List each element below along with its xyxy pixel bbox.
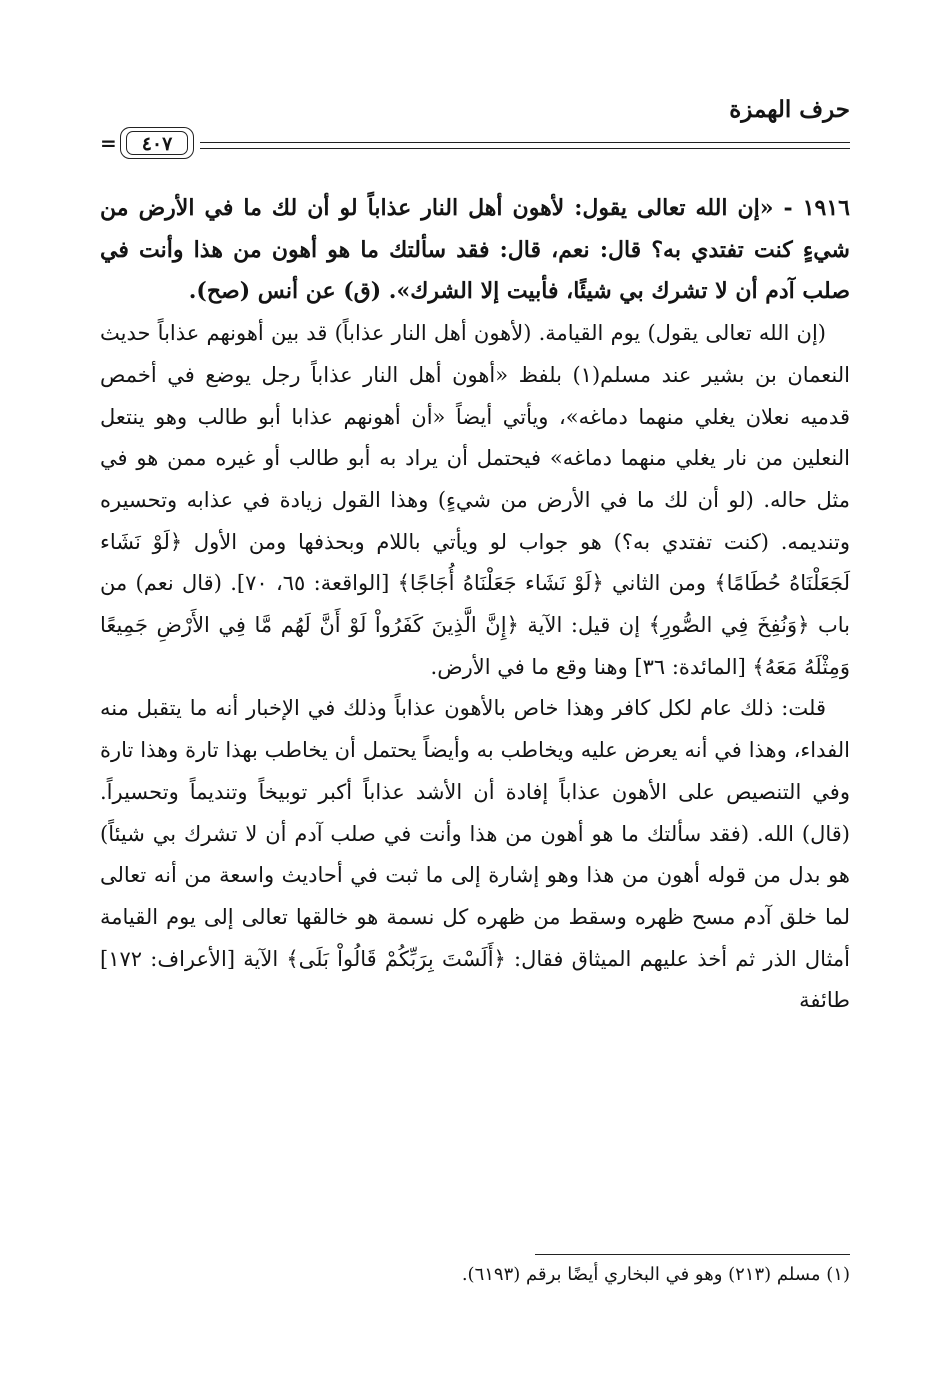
- running-title: حرف الهمزة: [729, 96, 850, 123]
- header-rule-bottom: [200, 148, 850, 149]
- page-number-frame: [120, 127, 194, 159]
- main-text: [100, 188, 850, 1022]
- commentary-paragraph-2: قلت: ذلك عام لكل كافر وهذا خاص بالأهون عذاباً وذلك في الإخبار أنه ما يتقبل منه الفداء، وهذا في أنه يعرض عليه ويخاطب به وأيضاً يحتمل أن يخاطب بهذا تارة وهذا تارة وفي التنصيص على الأهون عذاباً إفادة أن الأشد عذاباً أكبر توبيخاً وتنديماً وتحسيراً. (قال) الله. (فقد سألتك ما هو أهون من هذا وأنت في صلب آدم أن لا تشرك بي شيئاً) هو بدل من قوله أهون من هذا وهو إشارة إلى ما ثبت في أحاديث واسعة من أنه تعالى لما خلق آدم مسح ظهره وسقط من ظهره كل نسمة هو خالقها تعالى إلى يوم القيامة أمثال الذر ثم أخذ عليهم الميثاق فقال: ﴿أَلَسْتَ بِرَبِّكُمْ قَالُواْ بَلَى﴾ الآية [الأعراف: ١٧٢] طائفة: [100, 696, 850, 1013]
- footnote: (١) مسلم (٢١٣) وهو في البخاري أيضًا برقم (٦١٩٣).: [461, 1264, 850, 1285]
- page-mark: =: [100, 131, 117, 155]
- page-number: ٤٠٧: [126, 131, 188, 155]
- commentary-paragraph-1: (إن الله تعالى يقول) يوم القيامة. (لأهون أهل النار عذاباً) قد بين أهونهم عذاباً حديث النعمان بن بشير عند مسلم(١) بلفظ «أهون أهل النار عذاباً رجل يوضع في أخمص قدميه نعلان يغلي منهما دماغه»، ويأتي أيضاً «أن أهونهم عذابا أبو طالب وهو ينتعل النعلين من نار يغلي منهما دماغه» فيحتمل أن يراد به أبو طالب أو غيره ممن هو في مثل حاله. (لو أن لك ما في الأرض من شيءٍ) وهذا القول زيادة في عذابه وتحسيره وتنديمه. (كنت تفتدي به؟) هو جواب لو ويأتي باللام وبحذفها ومن الأول ﴿لَوْ نَشَاء لَجَعَلْنَاهُ حُطَامًا﴾ ومن الثاني ﴿لَوْ نَشَاء جَعَلْنَاهُ أُجَاجًا﴾ [الواقعة: ٦٥، ٧٠]. (قال نعم) من باب ﴿وَنُفِخَ فِي الصُّورِ﴾ إن قيل: الآية ﴿إِنَّ الَّذِينَ كَفَرُواْ لَوْ أَنَّ لَهُم مَّا فِي الأَرْضِ جَمِيعًا وَمِثْلَهُ مَعَهُ﴾ [المائدة: ٣٦] وهنا وقع ما في الأرض.: [100, 321, 850, 679]
- hadith-paragraph: ١٩١٦ - «إن الله تعالى يقول: لأهون أهل النار عذاباً لو أن لك ما في الأرض من شيءٍ كنت تفتدي به؟ قال: نعم، قال: فقد سألتك ما هو أهون من هذا وأنت في صلب آدم أن لا تشرك بي شيئًا، فأبيت إلا الشرك». (ق) عن أنس (صح).: [100, 195, 850, 305]
- footnote-separator: [535, 1254, 850, 1255]
- header-rule-top: [200, 142, 850, 143]
